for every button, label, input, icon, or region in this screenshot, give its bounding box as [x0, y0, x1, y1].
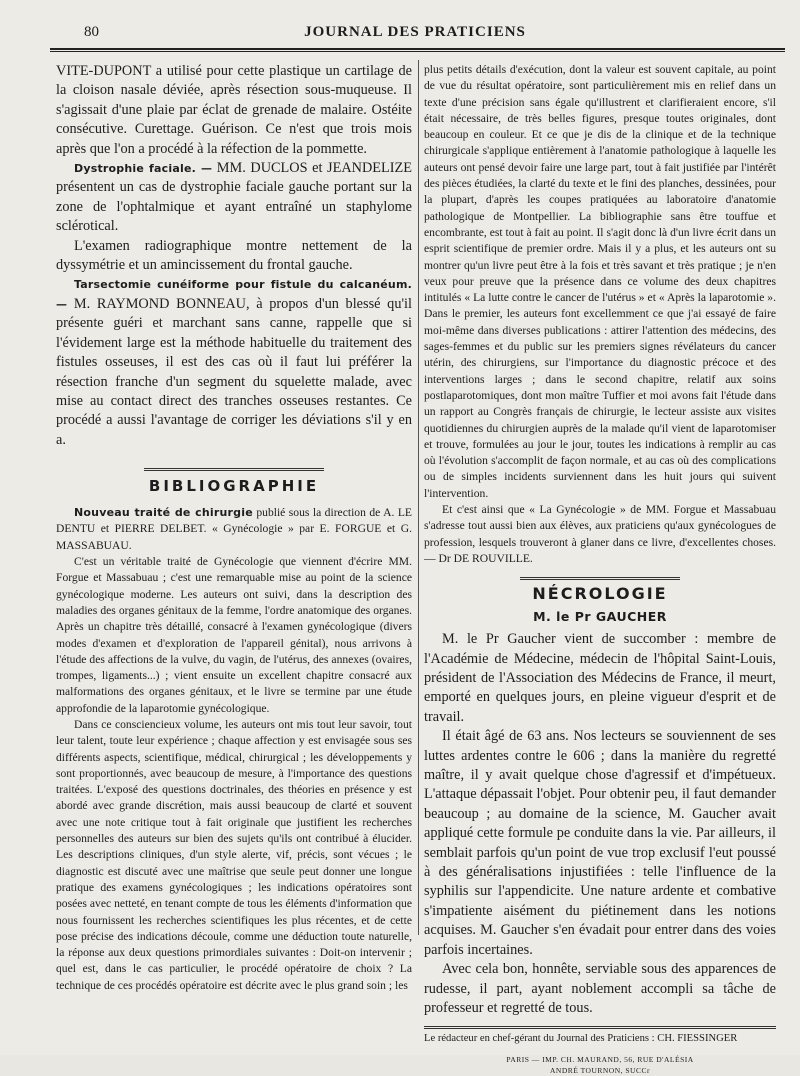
bibliographie-heading: BIBLIOGRAPHIE: [148, 477, 320, 496]
printer-line: PARIS — IMP. CH. MAURAND, 56, RUE D'ALÉSIA: [506, 1055, 694, 1065]
paragraph-gaucher-1: M. le Pr Gaucher vient de succomber : membre de l'Académie de Médecine, médecin de l'hôpital Saint-Louis, président de l'Association des Médecins de France, il meurt, emporté en quelques jours, en pleine vigueur d'esprit et de travail.: [424, 631, 776, 725]
paragraph-gynecologie-3: plus petits détails d'exécution, dont la valeur est souvent capitale, au point de vue du résultat opératoire, sont particulièrement mis en relief dans un texte d'une précision sans égale qu'illustrent et clarifieraient encore, s'il était nécessaire, de très belles figures, presque toutes originales, dont beaucoup en couleur. Et ce que je dis de la clinique et de la technique chirurgicale s'applique entièrement à l'anatomie pathologique à laquelle les auteurs ont pensé devoir faire une large part, tout à fait justifiée par l'intérêt des pièces étudiées, la clarté du texte et le fini des planches, dessinées, pour la plupart, d'après les coupes pratiquées au laboratoire d'anatomie pathologique de Montpellier. La bibliographie sans être touffue et encombrante, est tout à fait au point. Il s'agit donc là d'un livre écrit dans un esprit scientifique de premier ordre. Mais il y a plus, et les auteurs ont su montrer qu'un livre peut être à la fois et très savant et très pratique ; je n'en veux pour preuve que la présence dans ce volume des deux chapitres intitulés « La lutte contre le cancer de l'utérus » et « Après la laparotomie ». Dans le premier, les auteurs font excellemment ce que j'ai essayé de faire moi-même dans diverses publications : attirer l'attention des médecins, des sages-femmes et du public sur les premiers signes révélateurs du cancer utérin, des chirurgiens, sur l'importance du diagnostic précoce et des interventions larges ; dans le second chapitre, relatif aux soins postlaparotomiques, dont mon maître Tuffier et moi avons fait l'étude dans un rapport au Congrès français de chirurgie, le lecteur assiste aux visites quotidiennes du chirurgien auprès de la malade qu'il vient de laparotomiser et trouve, formulées au jour le jour, toutes les indications à remplir au cas où l'évolution s'accomplit de façon normale, et au cas où des complications ou de simples incidents surviennent dans les huit jours qui suivent l'intervention.: [424, 63, 776, 500]
lead-tarsectomie: Tarsectomie cunéiforme pour fistule du calcanéum. —: [56, 278, 412, 311]
paragraph-dystrophie: [56, 159, 412, 237]
left-column: [56, 62, 412, 994]
paragraph-gaucher-2: Il était âgé de 63 ans. Nos lecteurs se souviennent de ses luttes ardentes contre le 606 ; dans la manière du regretté maître, il y avait quelque chose d'agressif et d'impétueux. L'attaque dépassait l'objet. Pour obtenir peu, il faut demander beaucoup ; au domaine de la science, M. Gaucher avait appliqué cette formule pe conduite dans la vie. Par ailleurs, il semblait parfois qu'un point de vue trop exclusif l'eut poussé à des généralisations injustifiées : telle l'influence de la syphilis sur l'appendicite. Une nature ardente et combative s'impatiente aisément du piétinement dans les notions acquises. M. Gaucher s'en évadait pour entrer dans des voies parfois incertaines.: [424, 728, 776, 958]
lead-dystrophie: Dystrophie faciale. —: [74, 162, 213, 176]
gaucher-heading: M. le Pr GAUCHER: [533, 609, 667, 625]
text-traite: publié sous la direction de A. LE DENTU et PIERRE DELBET. « Gynécologie » par E. FORGUE et G. MASSABUAU.: [56, 506, 412, 552]
paragraph-tarsectomie: [56, 275, 412, 450]
paragraph-gynecologie-4: Et c'est ainsi que « La Gynécologie » de MM. Forgue et Massabuau s'adresse tout aussi bien aux élèves, aux praticiens qu'aux gynécologues de profession, lesquels trouveront à glaner dans ce livre, d'excellentes choses. — Dr DE ROUVILLE.: [424, 503, 776, 565]
section-rule: [144, 468, 324, 471]
necrologie-heading: NÉCROLOGIE: [532, 584, 668, 604]
paragraph-gaucher-3: Avec cela bon, honnête, serviable sous des apparences de rudesse, il part, ayant noblement accompli sa tâche de professeur et regretté de tous.: [424, 961, 776, 1016]
text-tarsectomie: M. RAYMOND BONNEAU, à propos d'un blessé qu'il présente guéri et marchant sans canne, rappelle que si l'évidement large est la méthode habituelle du traitement des fistules osseuses, il est des cas où il faut lui préférer la résection franche d'un segment du squelette malade, avec mise au contact direct des tranches osseuses restantes. Ce procédé a aussi l'avantage de corriger les déviations s'il y en a.: [56, 295, 412, 448]
right-column: [424, 62, 776, 1076]
necrologie-rule: [520, 577, 680, 580]
paragraph-gynecologie-1: C'est un véritable traité de Gynécologie que viennent d'écrire MM. Forgue et Massabuau ; c'est une remarquable mise au point de la science gynécologique moderne. Les auteurs ont suivi, dans la description des maladies des organes génitaux de la femme, l'ordre anatomique des organes. Après un chapitre très détaillé, consacré à l'examen gynécologique (divers modes d'examen et d'exploration de l'appareil génital), nous arrivons à l'étude des affections de la vulve, du vagin, de l'utérus, des annexes (ovaires, trompes, ligaments...) ; vient ensuite un excellent chapitre consacré aux malformations des organes génitaux, et le livre se termine par une étude approfondie de la laparotomie gynécologique.: [56, 555, 412, 715]
journal-title: JOURNAL DES PRATICIENS: [304, 24, 526, 40]
text-dystrophie: MM. DUCLOS et JEANDELIZE présentent un cas de dystrophie faciale gauche portant sur la zone de l'ophtalmique et ayant entraîné un staphylome sclérotical.: [56, 160, 412, 235]
page-number: 80: [84, 24, 99, 40]
printer-successor: ANDRÉ TOURNON, SUCCr: [550, 1066, 650, 1076]
paragraph-plastique: VITE-DUPONT a utilisé pour cette plastique un cartilage de la cloison nasale déviée, après résection sous-muqueuse. Il s'agissait d'une plaie par éclat de grenade de malaire. Ostéite consécutive. Curettage. Guérison. Ce n'est que trois mois après que l'on a procédé à la réfection de la pommette.: [56, 63, 412, 157]
paragraph-radiographie: L'examen radiographique montre nettement de la dyssymétrie et un amincissement du frontal gauche.: [56, 237, 412, 274]
column-divider: [418, 60, 419, 935]
footer-rule: [424, 1026, 776, 1029]
header-rule: [50, 48, 785, 52]
lead-traite: Nouveau traité de chirurgie: [74, 506, 253, 520]
paragraph-traite: [56, 505, 412, 554]
paragraph-gynecologie-2: Dans ce consciencieux volume, les auteurs ont mis tout leur savoir, tout leur talent, toute leur expérience ; chaque affection y est envisagée sous ses différents aspects, scientifique, médical, chirurgical ; les développements y sont proportionnés, avec beaucoup de mesure, à l'importance des questions traitées. L'exposé des questions doctrinales, des théories en présence y est abordé avec grande discrétion, mais aussi beaucoup de clarté et souvent avec une note critique tout à fait originale que justifient les recherches personnelles des auteurs sur bien des sujets qu'ils ont contribué à élucider. Les descriptions cliniques, d'un style alerte, vif, précis, sont vécues ; le diagnostic est discuté avec une maîtrise que seule peut donner une longue pratique des examens gynécologiques ; les indications opératoires sont posées avec netteté, en tenant compte de tous les éléments d'information que nous fournissent les recherches scientifiques les plus récentes, et de cette pose précise des indications découle, comme une déduction toute naturelle, la réponse aux deux questions primordiales suivantes : Doit-on intervenir ; quel est, dans le cas particulier, le procédé opératoire de choix ? La technique de ces procédés opératoire est décrite avec le plus grand soin ; les: [56, 717, 412, 992]
page-header: [50, 20, 780, 48]
editor-line: Le rédacteur en chef-gérant du Journal des Praticiens : CH. FIESSINGER: [424, 1033, 738, 1045]
